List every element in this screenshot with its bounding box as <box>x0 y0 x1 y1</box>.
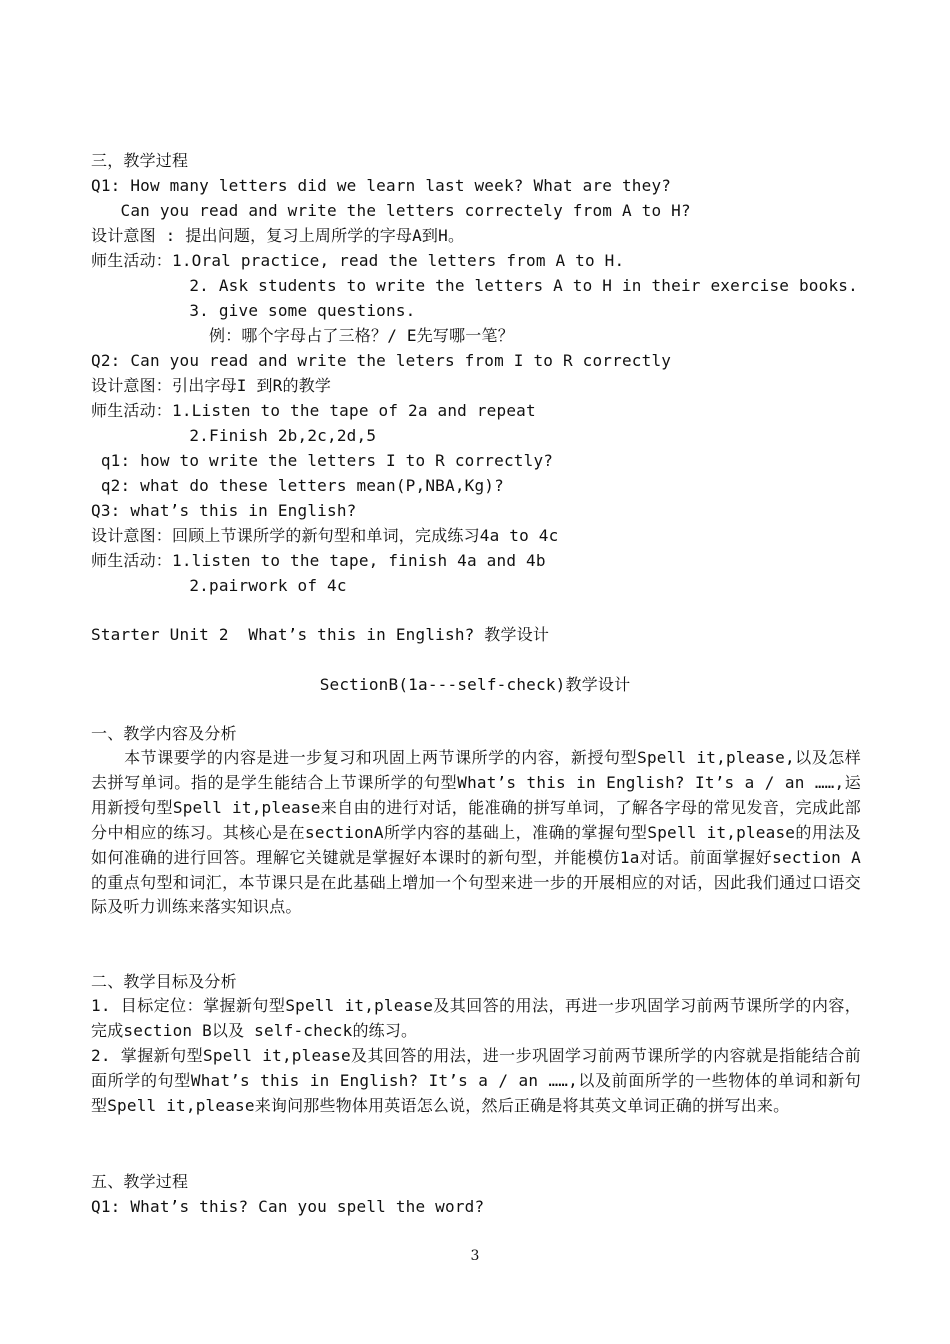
design-intent-2: 设计意图：引出字母I 到R的教学 <box>91 376 332 395</box>
section-heading-content-analysis: 一、教学内容及分析 <box>91 724 237 743</box>
question-q3: Q3: what’s this in English? <box>91 501 357 520</box>
activity-2-item-1: 师生活动：1.Listen to the tape of 2a and repeat <box>91 401 536 420</box>
design-intent-1: 设计意图 : 提出问题，复习上周所学的字母A到H。 <box>91 226 465 245</box>
question-q2: Q2: Can you read and write the leters from I to R correctly <box>91 351 672 370</box>
design-intent-3: 设计意图：回顾上节课所学的新句型和单词，完成练习4a to 4c <box>91 526 559 545</box>
sub-question-1: q1: how to write the letters I to R correctly? <box>91 451 554 470</box>
section-title: SectionB(1a---self-check)教学设计 <box>319 675 631 694</box>
question-q1: Q1: How many letters did we learn last week? What are they? <box>91 176 672 195</box>
activity-2-item-2: 2.Finish 2b,2c,2d,5 <box>91 426 377 445</box>
unit-title: Starter Unit 2 What’s this in English? 教学设计 <box>91 625 550 644</box>
question-q1-continued: Can you read and write the letters correctely from A to H? <box>91 201 691 220</box>
activity-1-item-1: 师生活动：1.Oral practice, read the letters from A to H. <box>91 251 625 270</box>
sub-question-2: q2: what do these letters mean(P,NBA,Kg)? <box>91 476 504 495</box>
section-heading-teaching-process: 三，教学过程 <box>91 151 189 170</box>
section-heading-objectives: 二、教学目标及分析 <box>91 972 237 991</box>
content-analysis-paragraph: 本节课要学的内容是进一步复习和巩固上两节课所学的内容，新授句型Spell it,please,以及怎样去拼写单词。指的是学生能结合上节课所学的句型What’s this in English? It’s a / an ……,运用新授句型Spell it,please来自由的进行对话，能准确的拼写单词，了解各字母的常见发音，完成此部分中相应的练习。其核心是在sectionA所学内容的基础上，准确的掌握句型Spell it,please的用法及如何准确的进行回答。理解它关键就是掌握好本课时的新句型，并能模仿1a对话。前面掌握好section A的重点句型和词汇，本节课只是在此基础上增加一个句型来进一步的开展相应的对话，因此我们通过口语交际及听力训练来落实知识点。 <box>91 748 861 917</box>
activity-3-item-1: 师生活动：1.listen to the tape, finish 4a and 4b <box>91 551 546 570</box>
section-heading-teaching-process-2: 五、教学过程 <box>91 1172 189 1191</box>
activity-3-item-2: 2.pairwork of 4c <box>91 576 347 595</box>
objective-item-1: 1. 目标定位：掌握新句型Spell it,please及其回答的用法，再进一步巩固学习前两节课所学的内容，完成section B以及 self-check的练习。 <box>91 996 861 1040</box>
activity-1-item-2: 2. Ask students to write the letters A to H in their exercise books. <box>91 276 858 295</box>
objective-item-2: 2. 掌握新句型Spell it,please及其回答的用法，进一步巩固学习前两节课所学的内容就是指能结合前面所学的句型What’s this in English? It’s a / an ……,以及前面所学的一些物体的单词和新句型Spell it,please来询问那些物体用英语怎么说，然后正确是将其英文单词正确的拼写出来。 <box>91 1046 861 1115</box>
page-number: 3 <box>470 1248 480 1264</box>
activity-1-item-3: 3. give some questions. <box>91 301 416 320</box>
activity-1-example: 例：哪个字母占了三格？/ E先写哪一笔？ <box>91 326 514 345</box>
question-q1-section-b: Q1: What’s this? Can you spell the word? <box>91 1197 485 1216</box>
